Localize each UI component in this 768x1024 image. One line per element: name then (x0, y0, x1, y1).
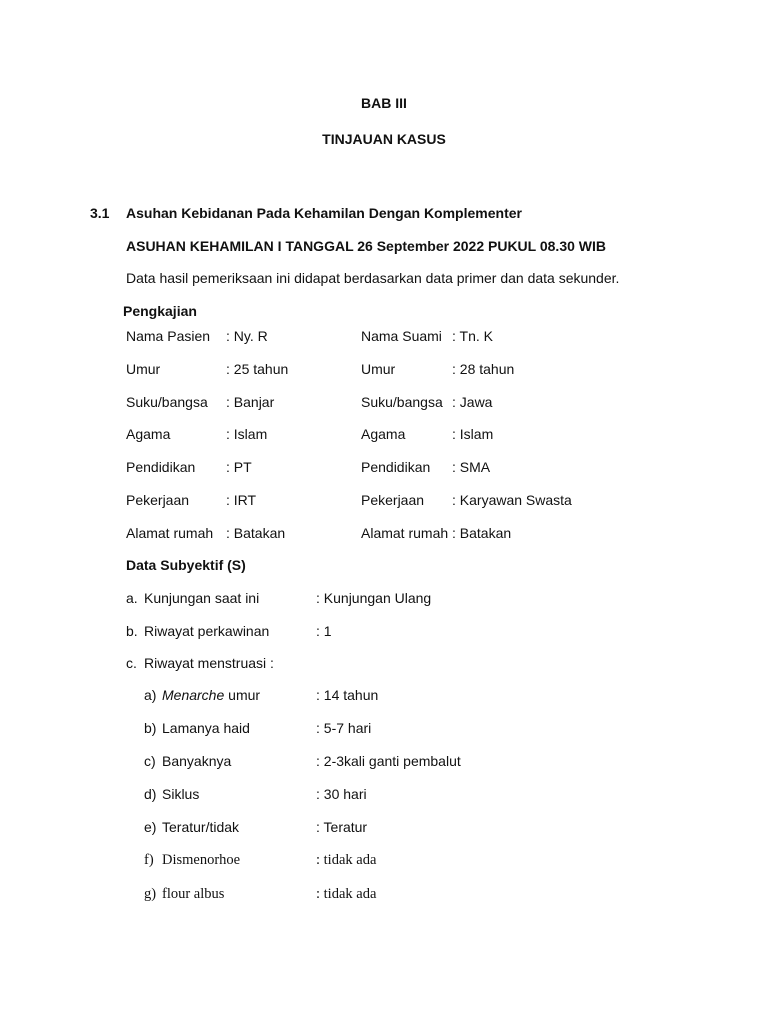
husband-field-value: : Karyawan Swasta (452, 492, 572, 508)
sublist-marker: d) (144, 786, 157, 802)
sublist-marker: b) (144, 720, 157, 736)
sublist-item-label (162, 820, 239, 834)
sublist-item-value: : tidak ada (316, 852, 377, 868)
husband-field-value: : 28 tahun (452, 360, 515, 377)
sublist-item-label-text: umur (224, 687, 261, 703)
sublist-item-label-text: flour albus (162, 886, 225, 902)
patient-field-label: Agama (126, 426, 171, 443)
list-item-value: : 1 (316, 622, 332, 639)
list-item-label: Kunjungan saat ini (144, 590, 260, 606)
patient-field-value: : Ny. R (226, 328, 268, 344)
sublist-item-label (162, 853, 240, 868)
sublist-marker: a) (144, 687, 157, 703)
list-item-label: Riwayat menstruasi : (144, 655, 274, 671)
patient-field-label: Alamat rumah (126, 524, 214, 541)
husband-field-label: Pendidikan (361, 459, 431, 476)
sublist-item-value: : 2-3kali ganti pembalut (316, 753, 461, 769)
sublist-item-value: : tidak ada (316, 886, 377, 902)
sublist-item-label (162, 721, 250, 735)
sublist-marker: g) (144, 886, 157, 902)
assessment-heading: Pengkajian (123, 303, 197, 319)
sublist-item-label (162, 887, 224, 902)
chapter-title: TINJAUAN KASUS (322, 131, 446, 147)
list-marker: c. (126, 655, 137, 671)
subjective-heading: Data Subyektif (S) (126, 557, 246, 573)
sublist-item-label (162, 688, 260, 702)
sublist-item-label-text: Banyaknya (162, 753, 232, 769)
sublist-item-value: : Teratur (316, 819, 368, 835)
sublist-item-label-text: Siklus (162, 786, 200, 802)
husband-field-label: Pekerjaan (361, 492, 425, 508)
sublist-item-label (162, 787, 199, 801)
sublist-item-label-text: Lamanya haid (162, 720, 250, 736)
intro-text: Data hasil pemeriksaan ini didapat berdasarkan data primer dan data sekunder. (126, 270, 620, 286)
husband-field-label: Nama Suami (361, 328, 442, 344)
patient-field-label: Umur (126, 360, 161, 377)
husband-field-value: : Batakan (452, 524, 512, 541)
patient-field-value: : 25 tahun (226, 360, 289, 377)
list-marker: b. (126, 622, 138, 639)
list-marker: a. (126, 590, 138, 606)
patient-field-value: : Banjar (226, 393, 275, 410)
sublist-item-label (162, 754, 231, 768)
husband-field-value: : SMA (452, 459, 491, 476)
patient-field-value: : IRT (226, 492, 257, 508)
husband-field-value: : Tn. K (452, 328, 493, 344)
chapter-label: BAB III (361, 95, 407, 111)
patient-field-label: Pendidikan (126, 459, 196, 476)
patient-field-label: Suku/bangsa (126, 393, 208, 410)
husband-field-label: Suku/bangsa (361, 393, 443, 410)
patient-field-value: : Batakan (226, 524, 286, 541)
sublist-item-value: : 14 tahun (316, 687, 379, 703)
care-heading: ASUHAN KEHAMILAN I TANGGAL 26 September 2022 PUKUL 08.30 WIB (126, 238, 606, 254)
patient-field-value: : PT (226, 459, 252, 476)
list-item-label: Riwayat perkawinan (144, 622, 270, 639)
sublist-marker: f) (144, 852, 154, 868)
husband-field-label: Umur (361, 360, 396, 377)
sublist-marker: e) (144, 819, 157, 835)
sublist-marker: c) (144, 753, 156, 769)
sublist-item-label-text: Dismenorhoe (162, 852, 241, 868)
patient-field-label: Pekerjaan (126, 492, 190, 508)
sublist-item-value: : 5-7 hari (316, 720, 372, 736)
list-item-value: : Kunjungan Ulang (316, 590, 432, 606)
husband-field-label: Agama (361, 426, 406, 443)
husband-field-label: Alamat rumah (361, 524, 449, 541)
patient-field-value: : Islam (226, 426, 268, 443)
sublist-item-label-italic: Menarche (162, 687, 225, 703)
patient-field-label: Nama Pasien (126, 328, 211, 344)
husband-field-value: : Jawa (452, 393, 493, 410)
section-number: 3.1 (90, 205, 110, 221)
sublist-item-value: : 30 hari (316, 786, 367, 802)
section-title: Asuhan Kebidanan Pada Kehamilan Dengan Komplementer (126, 205, 522, 221)
husband-field-value: : Islam (452, 426, 494, 443)
sublist-item-label-text: Teratur/tidak (162, 819, 240, 835)
